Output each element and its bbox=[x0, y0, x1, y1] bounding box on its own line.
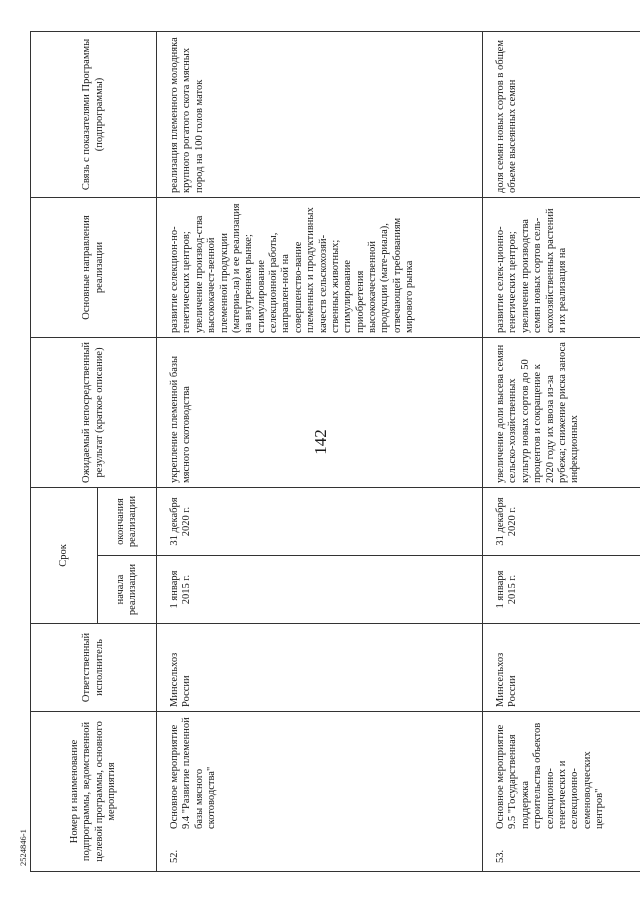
end-date-cell: 31 декабря 2020 г. bbox=[157, 487, 483, 555]
result-cell: увеличение доли высева семян сельско-хозяйственных культур новых сортов до 50 процентов и сокращение к 2020 году их ввоза из-за рубежа; снижение риска заноса инфекционных bbox=[483, 337, 640, 487]
header-row bbox=[31, 31, 98, 871]
table-row bbox=[483, 31, 640, 871]
document-code: 2524846-1 bbox=[18, 829, 28, 866]
directions-cell: развитие селекцион-но-генетических центров; увеличение производ-ства высококачест-венной племенной продукции (материа-ла) и ее реализация на внутреннем рынке; стимулирование селекционной работы, направлен-ной на совершенство-вание племенных и продуктивных качеств сельскохозяй-ственных животных; стимулирование приобретения высококачественной продукции (мате-риала), отвечающей требованиям мирового рынка bbox=[157, 197, 483, 337]
row-number: 53. bbox=[495, 849, 506, 863]
measure-name: Основное мероприятие 9.5 "Государственная поддержка строительства объектов селекционно-генетических и селекционно-семеноводческих центров" bbox=[495, 722, 605, 829]
indicator-link-cell: доля семян новых сортов в общем объеме высеянных семян bbox=[483, 31, 640, 197]
row-number: 52. bbox=[169, 849, 180, 863]
program-measures-table bbox=[30, 31, 640, 872]
executor-cell: Минсельхоз России bbox=[157, 624, 483, 712]
page-number: 142 bbox=[311, 429, 330, 455]
header-result: Ожидаемый непосредственный результат (краткое описание) bbox=[31, 337, 157, 487]
start-date-cell: 1 января 2015 г. bbox=[483, 556, 640, 624]
header-executor: Ответственный исполнитель bbox=[31, 624, 157, 712]
header-start: начала реализации bbox=[98, 556, 157, 624]
measure-name: Основное мероприятие 9.4 "Развитие племенной базы мясного скотоводства" bbox=[169, 717, 218, 829]
header-end: окончания реализации bbox=[98, 487, 157, 555]
header-link: Связь с показателями Программы (подпрограммы) bbox=[31, 31, 157, 197]
directions-cell: развитие селек-ционно-генетических центров; увеличение производства семян новых сортов сель-скохозяйственных растений и их реализация на bbox=[483, 197, 640, 337]
header-term: Срок bbox=[31, 487, 98, 623]
result-cell: укрепление племенной базы мясного скотоводства bbox=[157, 337, 483, 487]
executor-cell: Минсельхоз России bbox=[483, 624, 640, 712]
start-date-cell: 1 января 2015 г. bbox=[157, 556, 483, 624]
table-row bbox=[157, 31, 483, 871]
indicator-link-cell: реализация племенного молодняка крупного рогатого скота мясных пород на 100 голов маток bbox=[157, 31, 483, 197]
end-date-cell: 31 декабря 2020 г. bbox=[483, 487, 640, 555]
name-cell bbox=[483, 712, 640, 872]
header-directions: Основные направления реализации bbox=[31, 197, 157, 337]
name-cell bbox=[157, 712, 483, 872]
header-name: Номер и наименование подпрограммы, ведомственной целевой программы, основного мероприятия bbox=[31, 712, 157, 872]
table-container bbox=[30, 32, 610, 872]
rotated-table-frame bbox=[30, 32, 610, 872]
